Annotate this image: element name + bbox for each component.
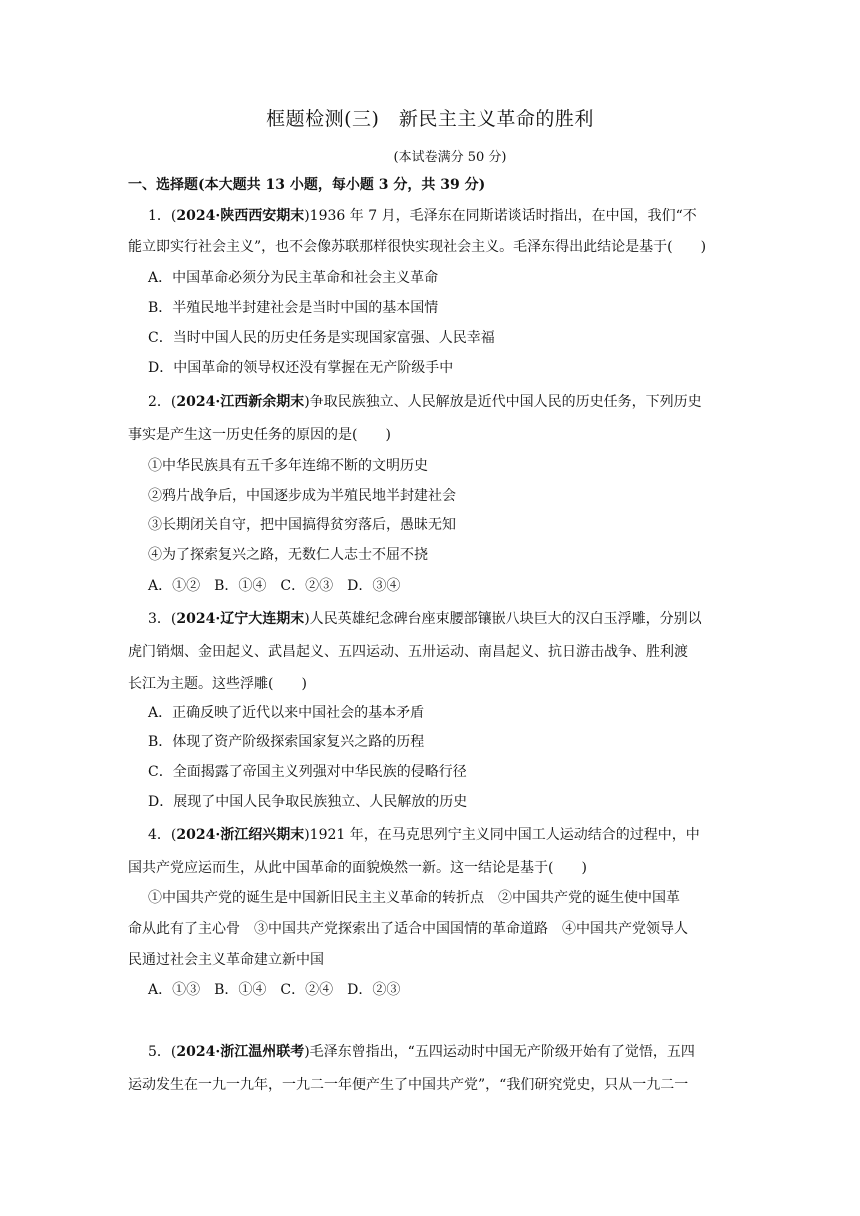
question-2-item-1: ①中华民族具有五千多年连绵不断的文明历史: [148, 458, 428, 474]
question-1-stem-line-2: 能立即实行社会主义”，也不会像苏联那样很快实现社会主义。毛泽东得出此结论是基于( ): [128, 239, 707, 255]
question-2-options: A．①② B．①④ C．②③ D．③④: [148, 578, 401, 594]
question-3-stem-line-1: [148, 609, 702, 629]
question-5-stem-line-1: [148, 1042, 695, 1062]
question-4-item-line-1: ①中国共产党的诞生是中国新旧民主主义革命的转折点 ②中国共产党的诞生使中国革: [148, 890, 680, 906]
question-2-stem-text-1: )争取民族独立、人民解放是近代中国人民的历史任务，下列历史: [304, 394, 702, 410]
question-5-stem-line-2: 运动发生在一九一九年，一九二一年便产生了中国共产党”，“我们研究党史，只从一九二一: [128, 1077, 689, 1093]
question-2-item-4: ④为了探索复兴之路，无数仁人志士不屈不挠: [148, 547, 428, 563]
page-subtitle: (本试卷满分 50 分): [393, 150, 507, 165]
question-2-stem-line-2: 事实是产生这一历史任务的原因的是( ): [128, 427, 391, 443]
question-1-option-d: D．中国革命的领导权还没有掌握在无产阶级手中: [148, 360, 454, 376]
question-1-option-b: B．半殖民地半封建社会是当时中国的基本国情: [148, 300, 439, 316]
question-5-source: 2024·浙江温州联考: [176, 1044, 305, 1060]
question-2-stem-line-1: [148, 392, 702, 412]
question-4-options: A．①③ B．①④ C．②④ D．②③: [148, 982, 401, 998]
question-1-stem-text-1: )1936 年 7 月，毛泽东在同斯诺谈话时指出，在中国，我们“不: [304, 208, 697, 224]
question-4-item-line-2: 命从此有了主心骨 ③中国共产党探索出了适合中国国情的革命道路 ④中国共产党领导人: [128, 921, 688, 937]
question-1-stem-line-1: [148, 206, 697, 226]
question-5-number: 5．(: [148, 1044, 177, 1060]
question-4-source: 2024·浙江绍兴期末: [176, 827, 305, 843]
question-2-source: 2024·江西新余期末: [176, 394, 305, 410]
question-1-source: 2024·陕西西安期末: [176, 208, 305, 224]
question-1-option-c: C．当时中国人民的历史任务是实现国家富强、人民幸福: [148, 330, 495, 346]
question-2-number: 2．(: [148, 394, 177, 410]
question-4-stem-line-1: [148, 825, 700, 845]
question-3-option-b: B．体现了资产阶级探索国家复兴之路的历程: [148, 734, 425, 750]
question-3-option-a: A．正确反映了近代以来中国社会的基本矛盾: [148, 705, 425, 721]
question-3-stem-line-3: 长江为主题。这些浮雕( ): [128, 676, 307, 692]
question-2-item-3: ③长期闭关自守，把中国搞得贫穷落后，愚昧无知: [148, 517, 456, 533]
page-title: 框题检测(三) 新民主主义革命的胜利: [266, 108, 594, 130]
question-4-item-line-3: 民通过社会主义革命建立新中国: [128, 952, 324, 968]
question-4-stem-text-1: )1921 年，在马克思列宁主义同中国工人运动结合的过程中，中: [304, 827, 700, 843]
question-4-number: 4．(: [148, 827, 177, 843]
section-heading: 一、选择题(本大题共 13 小题，每小题 3 分，共 39 分): [128, 177, 486, 193]
question-3-option-c: C．全面揭露了帝国主义列强对中华民族的侵略行径: [148, 764, 467, 780]
question-3-source: 2024·辽宁大连期末: [176, 611, 305, 627]
question-4-stem-line-2: 国共产党应运而生，从此中国革命的面貌焕然一新。这一结论是基于( ): [128, 860, 587, 876]
question-3-number: 3．(: [148, 611, 177, 627]
question-5-stem-text-1: )毛泽东曾指出，“五四运动时中国无产阶级开始有了觉悟，五四: [304, 1044, 695, 1060]
question-3-stem-line-2: 虎门销烟、金田起义、武昌起义、五四运动、五卅运动、南昌起义、抗日游击战争、胜利渡: [128, 644, 688, 660]
question-1-option-a: A．中国革命必须分为民主革命和社会主义革命: [148, 270, 439, 286]
question-1-number: 1．(: [148, 208, 177, 224]
question-2-item-2: ②鸦片战争后，中国逐步成为半殖民地半封建社会: [148, 488, 456, 504]
question-3-stem-text-1: )人民英雄纪念碑台座束腰部镶嵌八块巨大的汉白玉浮雕，分别以: [304, 611, 702, 627]
question-3-option-d: D．展现了中国人民争取民族独立、人民解放的历史: [148, 794, 468, 810]
